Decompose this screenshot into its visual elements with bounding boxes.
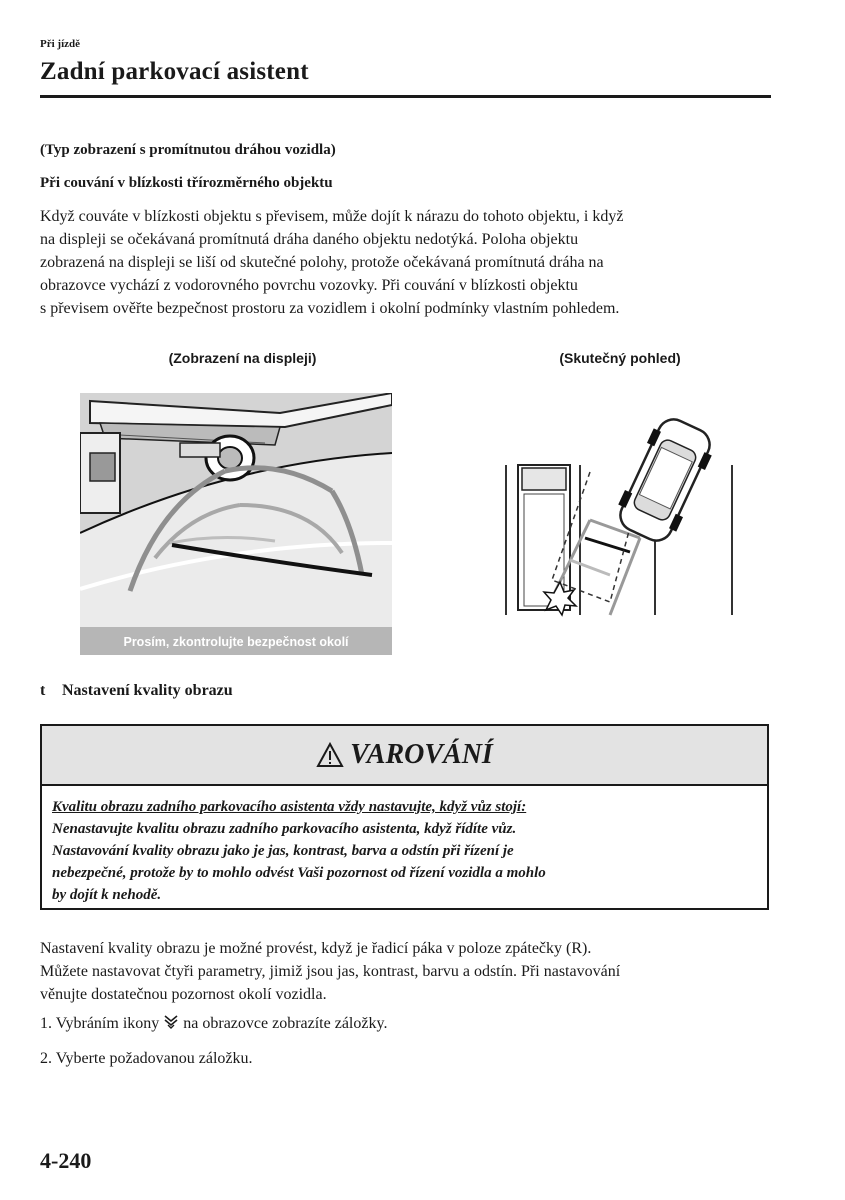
page-number: 4-240 [40, 1148, 92, 1173]
image-quality-heading [40, 682, 233, 700]
warning-triangle-icon [316, 742, 344, 768]
quality-paragraph [40, 937, 790, 1006]
quality-line: Nastavení kvality obrazu je možné provést, když je řadicí páka v poloze zpátečky (R). [40, 940, 592, 957]
quality-line: věnujte dostatečnou pozornost okolí vozidla. [40, 986, 327, 1003]
page-title: Zadní parkovací asistent [40, 58, 309, 85]
intro-line: obrazovce vychází z vodorovného povrchu vozovky. Při couvání v blízkosti objektu [40, 277, 578, 294]
figure-caption-actual: (Skutečný pohled) [559, 350, 681, 366]
camera-display-illustration [80, 393, 392, 655]
step-1 [40, 1015, 387, 1033]
warning-line: Kvalitu obrazu zadního parkovacího asistenta vždy nastavujte, když vůz stojí: [52, 799, 527, 815]
intro-line: na displeji se očekávaná promítnutá dráha daného objektu nedotýká. Poloha objektu [40, 231, 579, 248]
image-quality-heading-text: Nastavení kvality obrazu [62, 682, 233, 699]
intro-line: s převisem ověřte bezpečnost prostoru za vozidlem i okolní podmínky vlastním pohledem. [40, 300, 620, 317]
warning-text [52, 796, 757, 906]
warning-header [42, 726, 767, 786]
step-1-prefix: 1. Vybráním ikony [40, 1015, 160, 1032]
warning-line: nebezpečné, protože by to mohlo odvést Vaši pozornost od řízení vozidla a mohlo [52, 865, 546, 881]
intro-paragraph [40, 205, 780, 320]
bullet-marker: t [40, 682, 46, 699]
section-label: Při jízdě [40, 38, 81, 50]
figure-caption-display: (Zobrazení na displeji) [168, 350, 317, 366]
warning-line: by dojít k nehodě. [52, 887, 162, 903]
screen-message-text: Prosím, zkontrolujte bezpečnost okolí [123, 635, 349, 649]
step-2: 2. Vyberte požadovanou záložku. [40, 1050, 253, 1067]
step-1-suffix: na obrazovce zobrazíte záložky. [183, 1015, 388, 1032]
actual-view-illustration [490, 410, 750, 622]
warning-line: Nastavování kvality obrazu jako je jas, kontrast, barva a odstín při řízení je [52, 843, 514, 859]
title-rule [40, 95, 771, 98]
intro-line: Když couváte v blízkosti objektu s převisem, může dojít k nárazu do tohoto objektu, i když [40, 208, 624, 225]
intro-line: zobrazená na displeji se liší od skutečné polohy, protože očekávaná promítnutá dráha na [40, 254, 604, 271]
warning-line: Nenastavujte kvalitu obrazu zadního parkovacího asistenta, když řídíte vůz. [52, 821, 517, 837]
double-chevron-down-icon [163, 1015, 179, 1029]
warning-title: VAROVÁNÍ [350, 739, 493, 770]
subheading-display-type: (Typ zobrazení s promítnutou dráhou vozidla) [40, 142, 336, 158]
warning-box [40, 724, 769, 910]
quality-line: Můžete nastavovat čtyři parametry, jimiž jsou jas, kontrast, barvu a odstín. Při nastavování [40, 963, 621, 980]
subheading-3d-object: Při couvání v blízkosti třírozměrného objektu [40, 175, 333, 191]
